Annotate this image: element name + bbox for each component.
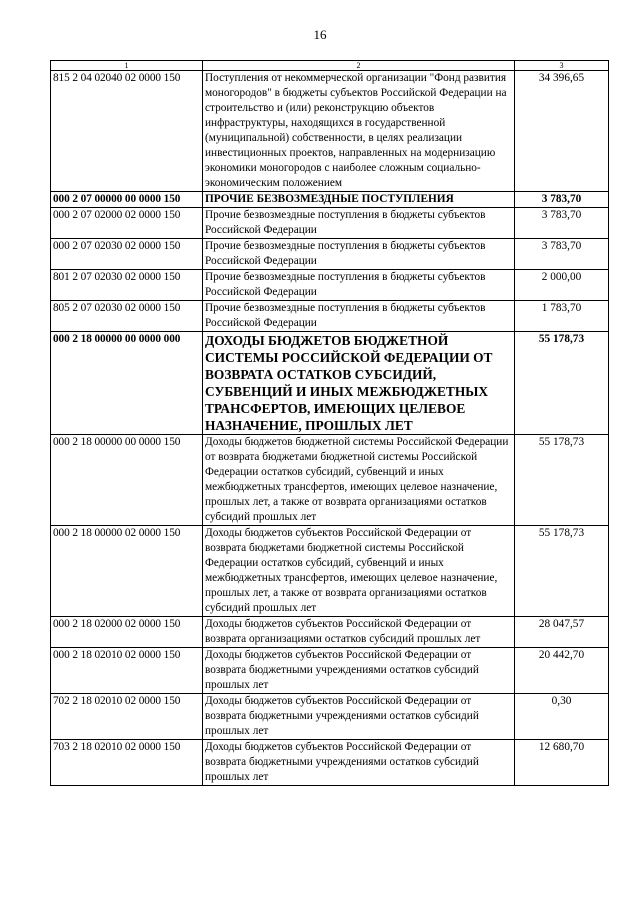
amount-cell: 2 000,00: [515, 270, 609, 301]
table-row: [51, 332, 609, 435]
page-number: 16: [313, 27, 327, 42]
amount-cell: 12 680,70: [515, 740, 609, 786]
amount-cell: 55 178,73: [515, 526, 609, 617]
table-row: [51, 239, 609, 270]
budget-code-cell: 801 2 07 02030 02 0000 150: [51, 270, 203, 301]
description-cell: Поступления от некоммерческой организации "Фонд развития моногородов" в бюджеты субъектов Российской Федерации на строительство и (или) реконструкцию объектов инфраструктуры, находящихся в государственной (муниципальной) собственности, в целях реализации инвестиционных проектов, направленных на модернизацию экономики моногородов с наиболее сложным социально-экономическим положением: [203, 71, 515, 192]
budget-code-cell: 000 2 07 02000 02 0000 150: [51, 208, 203, 239]
amount-cell: 3 783,70: [515, 192, 609, 208]
amount-cell: 3 783,70: [515, 208, 609, 239]
amount-cell: 28 047,57: [515, 617, 609, 648]
description-cell: Доходы бюджетов субъектов Российской Федерации от возврата бюджетами бюджетной системы Российской Федерации остатков субсидий, субвенций и иных межбюджетных трансфертов, имеющих целевое назначение, прошлых лет, а также от возврата организациями остатков субсидий прошлых лет: [203, 526, 515, 617]
amount-cell: 3 783,70: [515, 239, 609, 270]
budget-code-cell: 702 2 18 02010 02 0000 150: [51, 694, 203, 740]
budget-code-cell: 000 2 18 02000 02 0000 150: [51, 617, 203, 648]
description-cell: Доходы бюджетов субъектов Российской Федерации от возврата бюджетными учреждениями остатков субсидий прошлых лет: [203, 740, 515, 786]
table-row: [51, 301, 609, 332]
column-header-amount: 3: [515, 61, 609, 71]
amount-cell: 55 178,73: [515, 332, 609, 435]
table-row: [51, 71, 609, 192]
budget-code-cell: 000 2 18 00000 02 0000 150: [51, 526, 203, 617]
description-cell: Доходы бюджетов субъектов Российской Федерации от возврата организациями остатков субсидий прошлых лет: [203, 617, 515, 648]
table-header-row: [51, 61, 609, 71]
amount-cell: 34 396,65: [515, 71, 609, 192]
table-row: [51, 526, 609, 617]
table-row: [51, 270, 609, 301]
description-cell: Доходы бюджетов субъектов Российской Федерации от возврата бюджетными учреждениями остатков субсидий прошлых лет: [203, 648, 515, 694]
table-row: [51, 740, 609, 786]
table-row: [51, 694, 609, 740]
amount-cell: 55 178,73: [515, 435, 609, 526]
budget-code-cell: 000 2 18 00000 00 0000 000: [51, 332, 203, 435]
description-cell: Прочие безвозмездные поступления в бюджеты субъектов Российской Федерации: [203, 270, 515, 301]
description-cell: Доходы бюджетов субъектов Российской Федерации от возврата бюджетными учреждениями остатков субсидий прошлых лет: [203, 694, 515, 740]
column-header-code: 1: [51, 61, 203, 71]
description-cell: Прочие безвозмездные поступления в бюджеты субъектов Российской Федерации: [203, 239, 515, 270]
description-cell: ДОХОДЫ БЮДЖЕТОВ БЮДЖЕТНОЙ СИСТЕМЫ РОССИЙСКОЙ ФЕДЕРАЦИИ ОТ ВОЗВРАТА ОСТАТКОВ СУБСИДИЙ, СУБВЕНЦИЙ И ИНЫХ МЕЖБЮДЖЕТНЫХ ТРАНСФЕРТОВ, ИМЕЮЩИХ ЦЕЛЕВОЕ НАЗНАЧЕНИЕ, ПРОШЛЫХ ЛЕТ: [203, 332, 515, 435]
budget-code-cell: 815 2 04 02040 02 0000 150: [51, 71, 203, 192]
amount-cell: 20 442,70: [515, 648, 609, 694]
table-body: [51, 71, 609, 786]
budget-code-cell: 000 2 07 00000 00 0000 150: [51, 192, 203, 208]
description-cell: Доходы бюджетов бюджетной системы Российской Федерации от возврата бюджетами бюджетной системы Российской Федерации остатков субсидий, субвенций и иных межбюджетных трансфертов, имеющих целевое назначение, прошлых лет, а также от возврата организациями остатков субсидий прошлых лет: [203, 435, 515, 526]
column-header-description: 2: [203, 61, 515, 71]
revenue-table: [50, 60, 609, 786]
amount-cell: 1 783,70: [515, 301, 609, 332]
description-cell: ПРОЧИЕ БЕЗВОЗМЕЗДНЫЕ ПОСТУПЛЕНИЯ: [203, 192, 515, 208]
budget-code-cell: 805 2 07 02030 02 0000 150: [51, 301, 203, 332]
budget-code-cell: 000 2 07 02030 02 0000 150: [51, 239, 203, 270]
amount-cell: 0,30: [515, 694, 609, 740]
table-row: [51, 435, 609, 526]
budget-code-cell: 000 2 18 02010 02 0000 150: [51, 648, 203, 694]
table-row: [51, 192, 609, 208]
table-row: [51, 208, 609, 239]
table-row: [51, 617, 609, 648]
description-cell: Прочие безвозмездные поступления в бюджеты субъектов Российской Федерации: [203, 208, 515, 239]
table-row: [51, 648, 609, 694]
description-cell: Прочие безвозмездные поступления в бюджеты субъектов Российской Федерации: [203, 301, 515, 332]
budget-code-cell: 000 2 18 00000 00 0000 150: [51, 435, 203, 526]
budget-code-cell: 703 2 18 02010 02 0000 150: [51, 740, 203, 786]
